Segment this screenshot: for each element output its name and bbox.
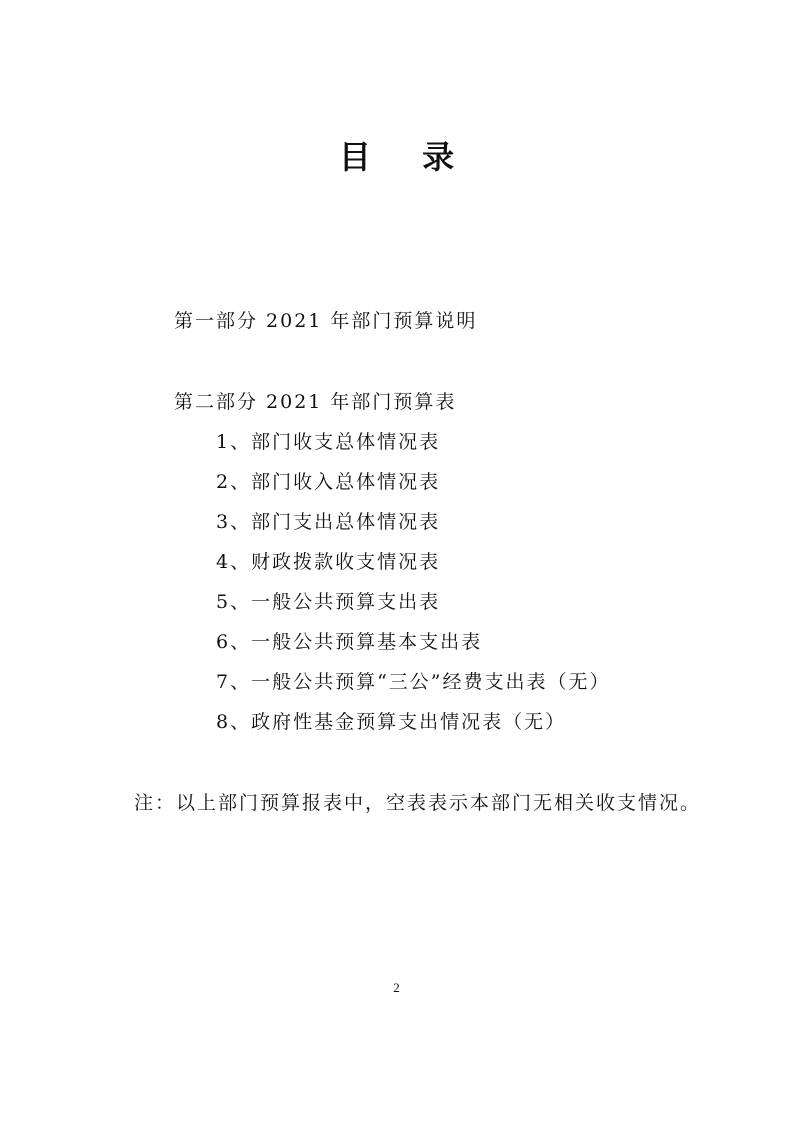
note-text: 注：以上部门预算报表中，空表表示本部门无相关收支情况。 <box>134 792 702 814</box>
toc-item-4: 4、财政拨款收支情况表 <box>216 551 441 573</box>
toc-item-1: 1、部门收支总体情况表 <box>216 431 441 453</box>
toc-part-2: 第二部分 2021 年部门预算表 <box>174 391 457 413</box>
toc-item-8: 8、政府性基金预算支出情况表（无） <box>216 711 567 733</box>
toc-item-2: 2、部门收入总体情况表 <box>216 471 441 493</box>
toc-item-7: 7、一般公共预算“三公”经费支出表（无） <box>216 671 611 693</box>
page-title: 目 录 <box>338 138 475 176</box>
toc-item-3: 3、部门支出总体情况表 <box>216 511 441 533</box>
toc-part-1: 第一部分 2021 年部门预算说明 <box>174 310 478 332</box>
page-number: 2 <box>393 980 400 995</box>
toc-item-5: 5、一般公共预算支出表 <box>216 591 441 613</box>
toc-item-6: 6、一般公共预算基本支出表 <box>216 631 483 653</box>
